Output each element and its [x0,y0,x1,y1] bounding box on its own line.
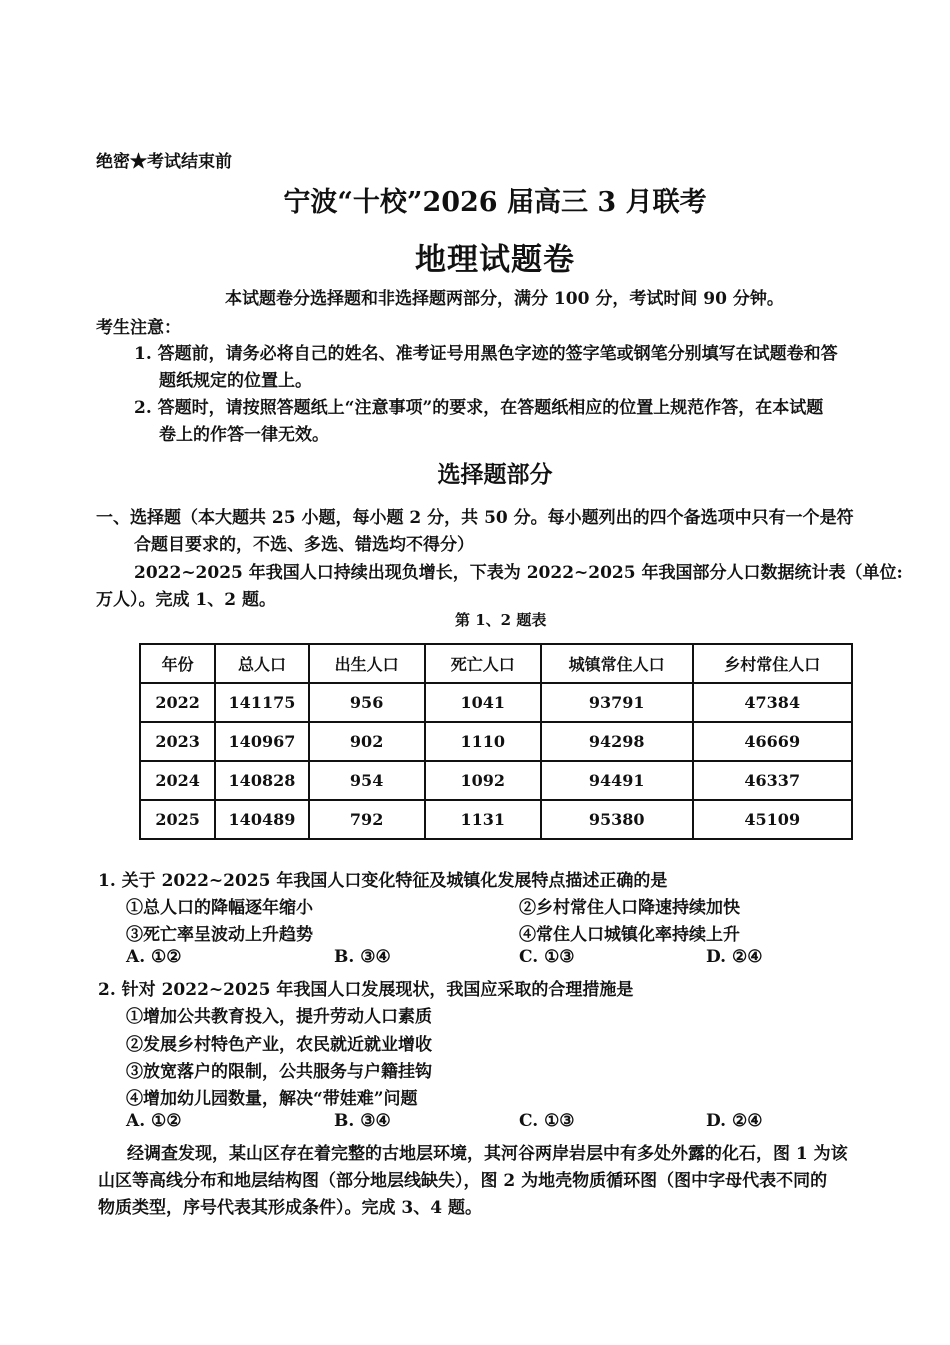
table-row [140,683,852,722]
header-rural: 乡村常住人口 [693,644,853,683]
cell-urban: 94491 [541,761,693,800]
q2-option-d[interactable]: D. ②④ [706,1111,763,1131]
q1-option-d[interactable]: D. ②④ [706,947,763,967]
secret-label: 绝密★考试结束前 [96,152,232,172]
q2-statement-2: ②发展乡村特色产业，农民就近就业增收 [126,1035,432,1055]
notice-item-2: 2. 答题时，请按照答题纸上“注意事项”的要求，在答题纸相应的位置上规范作答，在本试题 [134,398,824,418]
q34-stem-cont-2: 物质类型，序号代表其形成条件）。完成 3、4 题。 [98,1198,482,1218]
exam-title: 宁波“十校”2026 届高三 3 月联考 [283,187,707,218]
cell-urban: 94298 [541,722,693,761]
cell-total: 140828 [215,761,308,800]
cell-rural: 47384 [693,683,853,722]
q1-option-b[interactable]: B. ③④ [334,947,391,967]
cell-rural: 46669 [693,722,853,761]
cell-year: 2022 [140,683,215,722]
q2-stem: 2. 针对 2022~2025 年我国人口发展现状，我国应采取的合理措施是 [98,980,634,1000]
cell-deaths: 1131 [425,800,541,839]
table-row [140,800,852,839]
q2-option-c[interactable]: C. ①③ [519,1111,575,1131]
notice-item-1: 1. 答题前，请务必将自己的姓名、准考证号用黑色字迹的签字笔或钢笔分别填写在试题卷和答 [134,344,838,364]
cell-year: 2024 [140,761,215,800]
cell-births: 902 [309,722,425,761]
table-header-row [140,644,852,683]
cell-rural: 46337 [693,761,853,800]
header-urban: 城镇常住人口 [541,644,693,683]
q2-option-a[interactable]: A. ①② [126,1111,182,1131]
population-table [139,643,853,840]
q1-option-c[interactable]: C. ①③ [519,947,575,967]
table-row [140,722,852,761]
part1-instructions: 一、选择题（本大题共 25 小题，每小题 2 分，共 50 分。每小题列出的四个备选项中只有一个是符 [96,508,854,528]
paper-title: 地理试题卷 [415,242,575,278]
cell-year: 2025 [140,800,215,839]
q1-statement-2: ②乡村常住人口降速持续加快 [519,898,740,918]
q34-stem-cont-1: 山区等高线分布和地层结构图（部分地层线缺失），图 2 为地壳物质循环图（图中字母代表不同的 [98,1171,828,1191]
q1-statement-3: ③死亡率呈波动上升趋势 [126,925,313,945]
notice-heading: 考生注意： [96,318,181,338]
header-births: 出生人口 [309,644,425,683]
cell-deaths: 1041 [425,683,541,722]
table-caption: 第 1、2 题表 [455,611,547,629]
q1-statement-4: ④常住人口城镇化率持续上升 [519,925,740,945]
q1-option-a[interactable]: A. ①② [126,947,182,967]
cell-rural: 45109 [693,800,853,839]
part1-instructions-cont: 合题目要求的，不选、多选、错选均不得分） [134,535,474,555]
cell-births: 956 [309,683,425,722]
q2-statement-1: ①增加公共教育投入，提升劳动人口素质 [126,1007,432,1027]
q2-statement-4: ④增加幼儿园数量，解决“带娃难”问题 [126,1089,418,1109]
cell-deaths: 1110 [425,722,541,761]
cell-deaths: 1092 [425,761,541,800]
q2-statement-3: ③放宽落户的限制，公共服务与户籍挂钩 [126,1062,432,1082]
cell-year: 2023 [140,722,215,761]
cell-total: 141175 [215,683,308,722]
cell-births: 954 [309,761,425,800]
header-total: 总人口 [215,644,308,683]
header-deaths: 死亡人口 [425,644,541,683]
cell-total: 140489 [215,800,308,839]
q1-statement-1: ①总人口的降幅逐年缩小 [126,898,313,918]
q34-stem: 经调查发现，某山区存在着完整的古地层环境，其河谷两岸岩层中有多处外露的化石，图 1 为该 [127,1144,848,1164]
q2-option-b[interactable]: B. ③④ [334,1111,391,1131]
header-year: 年份 [140,644,215,683]
notice-item-1-cont: 题纸规定的位置上。 [159,371,312,391]
exam-intro: 本试题卷分选择题和非选择题两部分，满分 100 分，考试时间 90 分钟。 [225,289,784,309]
cell-total: 140967 [215,722,308,761]
notice-item-2-cont: 卷上的作答一律无效。 [159,425,329,445]
q1-stem: 1. 关于 2022~2025 年我国人口变化特征及城镇化发展特点描述正确的是 [98,871,668,891]
cell-urban: 93791 [541,683,693,722]
table-row [140,761,852,800]
cell-births: 792 [309,800,425,839]
section-title: 选择题部分 [437,461,553,488]
q12-stem: 2022~2025 年我国人口持续出现负增长，下表为 2022~2025 年我国部分人口数据统计表（单位: [134,563,903,583]
cell-urban: 95380 [541,800,693,839]
q12-stem-cont: 万人）。完成 1、2 题。 [96,590,276,610]
